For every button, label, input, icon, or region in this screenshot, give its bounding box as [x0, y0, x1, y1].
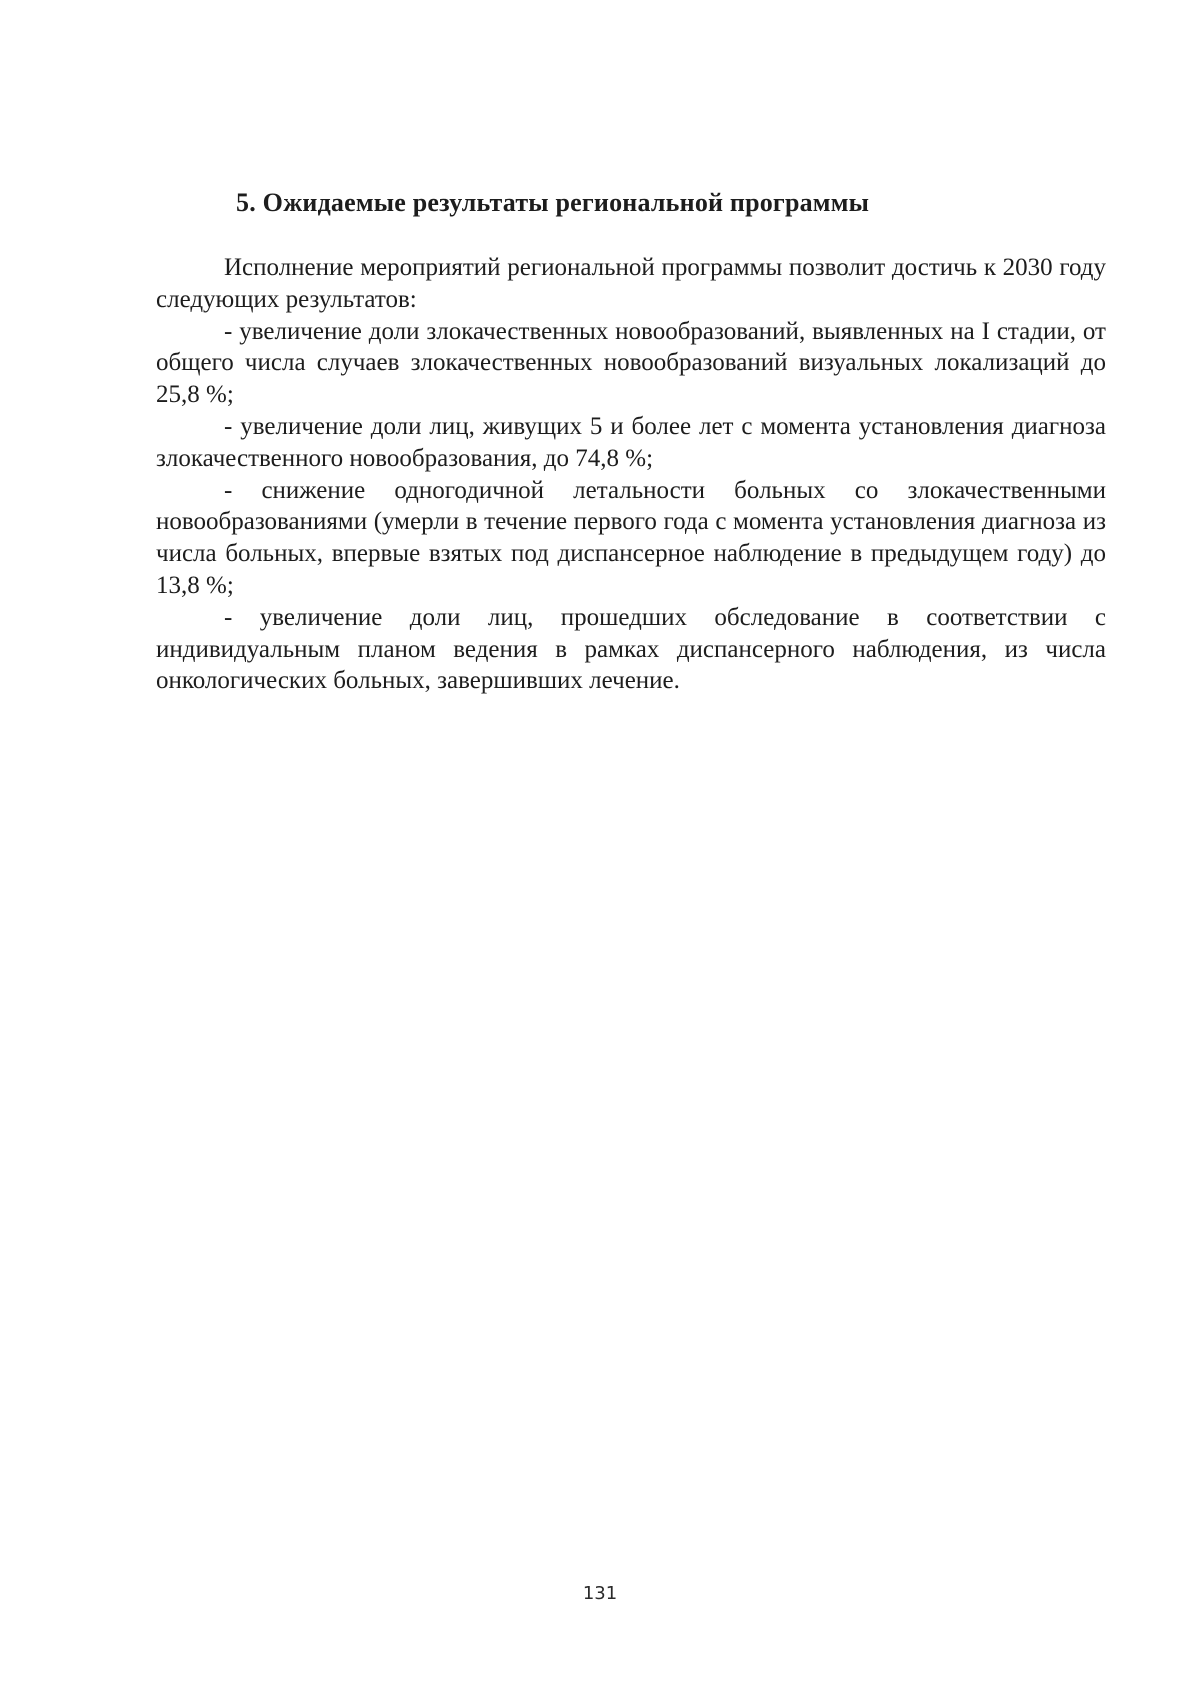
result-item-one-year-mortality: - снижение одногодичной летальности больных со злокачественными новообразованиями (умерли в течение первого года с момента установления диагноза из числа больных, впервые взятых под диспансерное наблюдение в предыдущем году) до 13,8 %;: [156, 476, 1106, 599]
section-body: [156, 252, 1106, 697]
result-item-five-year-survival: - увеличение доли лиц, живущих 5 и более лет с момента установления диагноза злокачественного новообразования, до 74,8 %;: [156, 412, 1106, 472]
result-item-early-detection: - увеличение доли злокачественных новообразований, выявленных на I стадии, от общего числа случаев злокачественных новообразований визуальных локализаций до 25,8 %;: [156, 317, 1106, 409]
intro-paragraph: Исполнение мероприятий региональной программы позволит достичь к 2030 году следующих результатов:: [156, 254, 1106, 313]
section-title: 5. Ожидаемые результаты региональной программы: [236, 188, 870, 217]
page-number: 131: [582, 1583, 618, 1604]
result-item-follow-up-examination: - увеличение доли лиц, прошедших обследование в соответствии с индивидуальным планом ведения в рамках диспансерного наблюдения, из числа онкологических больных, завершивших лечение.: [156, 603, 1106, 695]
